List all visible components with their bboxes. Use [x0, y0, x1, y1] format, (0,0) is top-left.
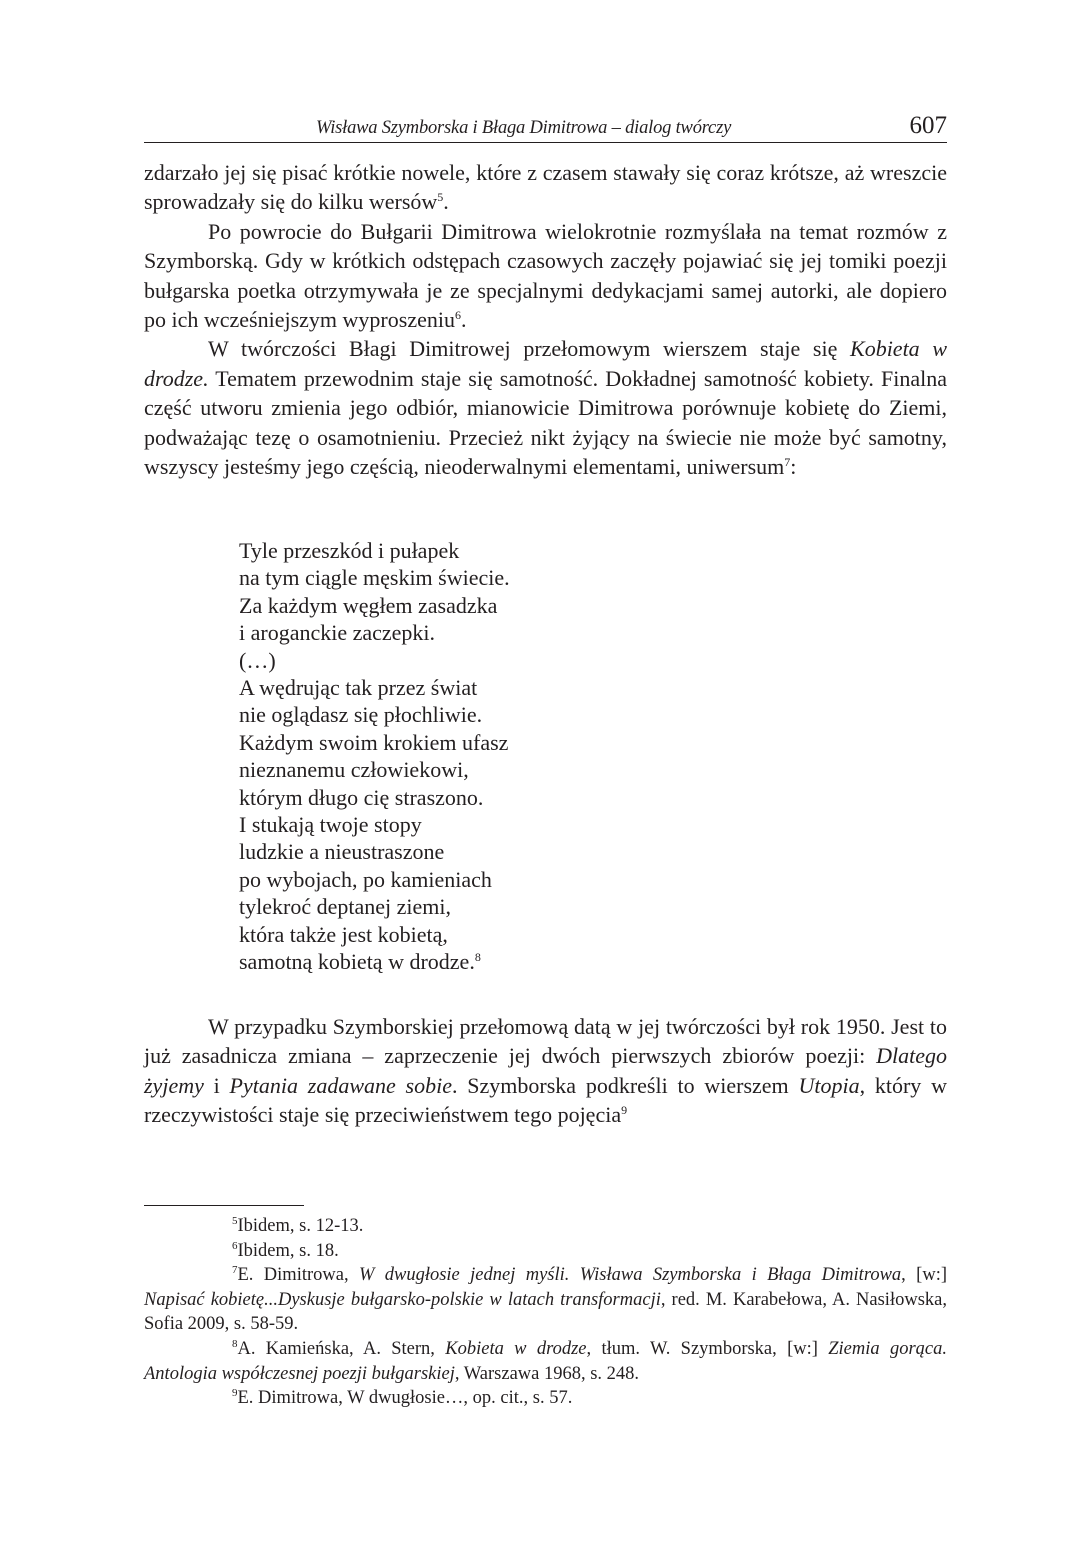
poem-line: ludzkie a nieustraszone	[239, 839, 445, 865]
poem-line: Każdym swoim krokiem ufasz	[239, 729, 509, 755]
footnote-ref-7[interactable]: 7	[784, 455, 791, 470]
poem-title: Utopia	[798, 1072, 860, 1098]
poem-line: Tyle przeszkód i pułapek	[239, 538, 460, 563]
paragraph-1: zdarzało jej się pisać krótkie nowele, które z czasem stawały się coraz krótsze, aż wreszcie sprowadzały się do kilku wersów$^5$.	[144, 160, 947, 215]
footnote-7: $^7$E. Dimitrowa, W dwugłosie jednej myśli. Wisława Szymborska i Błaga Dimitrowa, [w:] Napisać kobietę...Dyskusje bułgarsko-polskie w latach transformacji, red. M. Karabełowa, A. Nasiłowska, Sofia 2009, s. 58-59.	[144, 1264, 947, 1335]
footnote-ref-5[interactable]: 5	[437, 190, 444, 205]
poem-line: na tym ciągle męskim świecie.	[239, 565, 510, 591]
footnote-ref-9[interactable]: 9	[621, 1103, 628, 1118]
poem-line: po wybojach, po kamieniach	[239, 866, 492, 892]
book-title: Dlatego żyjemy	[144, 1043, 947, 1098]
running-title: Wisława Szymborska i Błaga Dimitrowa – dialog twórczy	[316, 118, 732, 138]
poem-line: nieznanemu człowiekowi,	[239, 757, 469, 783]
poem-line: (…)	[239, 647, 276, 673]
poem-line: I stukają twoje stopy	[239, 812, 422, 838]
footnote-5: $^5$Ibidem, s. 12-13.	[232, 1215, 364, 1236]
poem-line: i aroganckie zaczepki.	[239, 620, 436, 646]
footnote-6: $^6$Ibidem, s. 18.	[232, 1239, 339, 1261]
footnote-8: $^8$A. Kamieńska, A. Stern, Kobieta w drodze, tłum. W. Szymborska, [w:] Ziemia gorąca. Antologia współczesnej poezji bułgarskiej, Warszawa 1968, s. 248.	[144, 1337, 947, 1384]
poem-line: tylekroć deptanej ziemi,	[239, 894, 451, 920]
footnote-ref-8[interactable]: 8	[474, 950, 481, 965]
paragraph-2: Po powrocie do Bułgarii Dimitrowa wielokrotnie rozmyślała na temat rozmów z Szymborską. Gdy w krótkich odstępach czasowych zaczęły pojawiać się jej tomiki poezji bułgarska poetka otrzymywała je ze specjalnymi dedykacjami samej autorki, ale dopiero po ich wcześniejszym wyproszeniu$^6$.	[144, 218, 947, 333]
poem-line: nie oglądasz się płochliwie.	[239, 702, 483, 728]
poem-line: która także jest kobietą,	[239, 921, 448, 947]
poem-line: A wędrując tak przez świat	[239, 675, 478, 701]
page-number: 607	[909, 112, 947, 139]
running-header	[144, 110, 947, 143]
paragraph-4: W przypadku Szymborskiej przełomową datą w jej twórczości był rok 1950. Jest to już zasadnicza zmiana – zaprzeczenie jej dwóch pierwszych zbiorów poezji: Dlatego żyjemy i Pytania zadawane sobie. Szymborska podkreśli to wierszem Utopia, który w rzeczywistości staje się przeciwieństwem tego pojęcia$^9$	[144, 1014, 947, 1128]
body-text	[144, 158, 947, 481]
book-title: Pytania zadawane sobie	[229, 1072, 452, 1098]
poem-line: samotną kobietą w drodze.$^8$	[239, 949, 481, 975]
poem-line: którym długo cię straszono.	[239, 784, 484, 810]
poem-line: Za każdym węgłem zasadzka	[239, 592, 498, 618]
paragraph-3: W twórczości Błagi Dimitrowej przełomowym wierszem staje się Kobieta w drodze. Tematem przewodnim staje się samotność. Dokładnej samotność kobiety. Finalna część utworu zmienia jego odbiór, mianowicie Dimitrowa porównuje kobietę do Ziemi, podważając tezę o osamotnieniu. Przecież nikt żyjący na świecie nie może być samotny, wszyscy jesteśmy jego częścią, nieoderwalnymi elementami, uniwersum$^7$:	[144, 336, 947, 480]
footnote-9: $^9$E. Dimitrowa, W dwugłosie…, op. cit., s. 57.	[232, 1387, 573, 1409]
footnote-ref-6[interactable]: 6	[454, 308, 461, 323]
footnotes	[144, 1214, 947, 1411]
poem-quote	[239, 537, 510, 976]
footnote-separator	[144, 1205, 304, 1206]
poem-title: Kobieta w drodze.	[144, 336, 947, 391]
